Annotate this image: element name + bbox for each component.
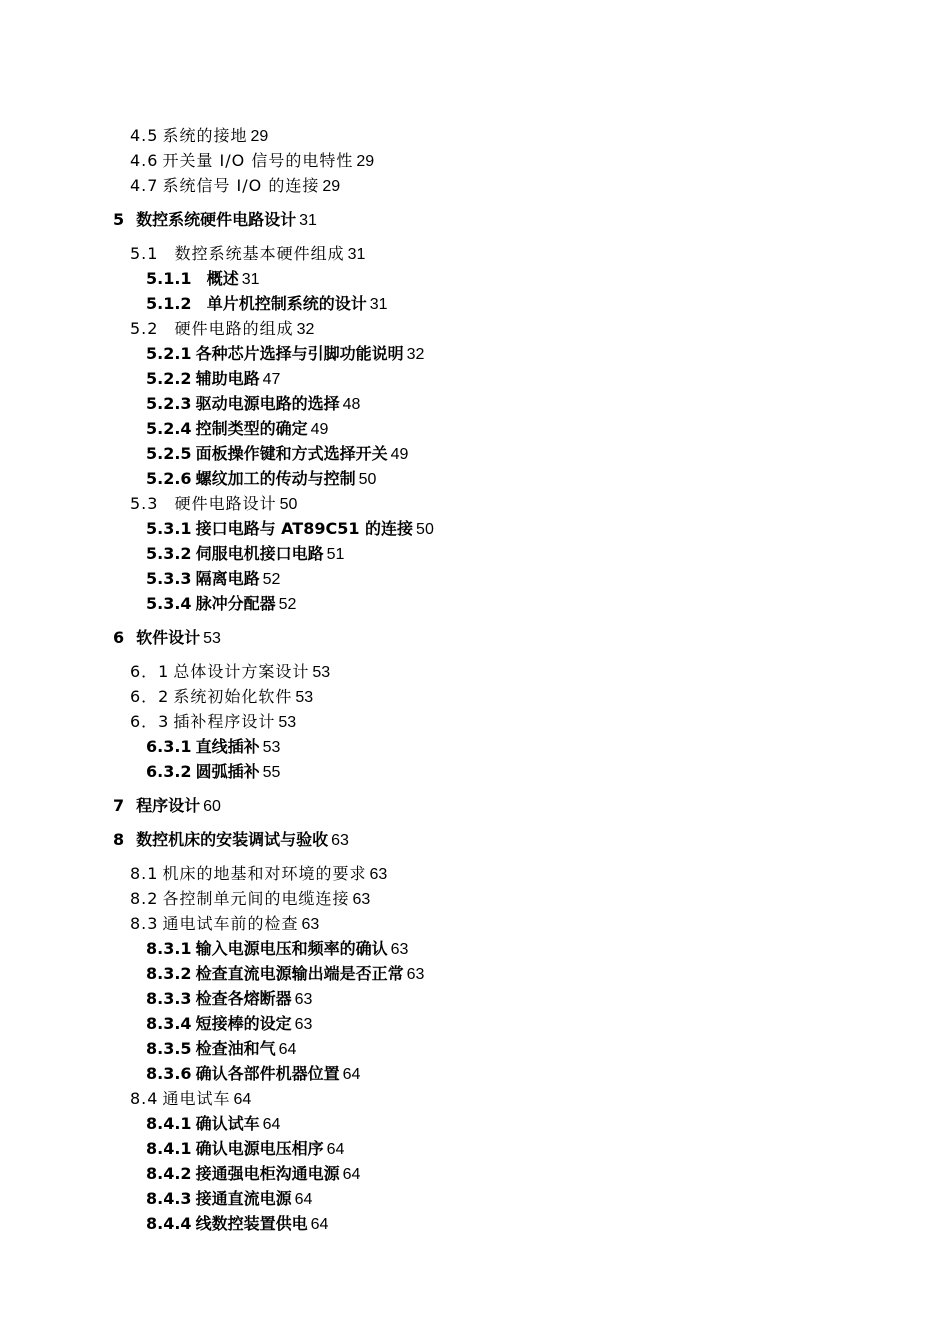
toc-entry-title: 短接棒的设定 [195,1014,292,1033]
toc-entry-number: 5.1 [130,244,159,263]
toc-entry-number: 6．1 [130,662,170,681]
toc-entry-number: 5.2.3 [146,394,192,413]
toc-entry-number: 5.3.2 [146,544,192,563]
toc-entry-title: 开关量 I/O 信号的电特性 [162,151,354,170]
toc-entry-number: 7 [113,796,125,815]
toc-entry-page-number: 60 [203,798,221,815]
toc-entry[interactable] [0,1012,950,1037]
toc-entry-number: 8 [113,830,125,849]
toc-entry[interactable] [0,149,950,174]
toc-entry[interactable] [0,467,950,492]
toc-entry-number: 4.7 [130,176,159,195]
toc-entry-page-number: 63 [294,1016,313,1033]
toc-entry-title: 伺服电机接口电路 [195,544,324,563]
toc-entry-number: 5.2.4 [146,419,192,438]
toc-entry-title: 确认电源电压相序 [195,1139,324,1158]
toc-entry-title: 接通直流电源 [195,1189,292,1208]
toc-entry-title: 数控系统基本硬件组成 [162,244,345,263]
toc-entry-page-number: 53 [295,689,314,706]
toc-entry-title: 直线插补 [195,737,260,756]
toc-entry-number: 4.6 [130,151,159,170]
toc-entry-page-number: 63 [294,991,313,1008]
toc-entry-number: 5.2.2 [146,369,192,388]
toc-entry-title: 确认试车 [195,1114,260,1133]
toc-entry[interactable] [0,492,950,517]
toc-entry[interactable] [0,1087,950,1112]
toc-entry-page-number: 31 [347,246,366,263]
toc-entry-title: 接口电路与 AT89C51 的连接 [195,519,414,538]
toc-entry-title: 数控机床的安装调试与验收 [136,830,329,849]
toc-entry[interactable] [0,1162,950,1187]
toc-entry-title: 数控系统硬件电路设计 [136,210,297,229]
toc-entry-title: 软件设计 [136,628,201,647]
toc-entry-title: 检查各熔断器 [195,989,292,1008]
toc-entry-number: 5.1.2 [146,294,192,313]
toc-entry-page-number: 64 [326,1141,345,1158]
toc-entry-number: 5.2.6 [146,469,192,488]
toc-entry-number: 6.3.1 [146,737,192,756]
toc-entry-page-number: 31 [299,212,317,229]
toc-entry[interactable] [0,626,950,651]
toc-entry-number: 6.3.2 [146,762,192,781]
toc-entry-page-number: 49 [310,421,329,438]
toc-entry-title: 机床的地基和对环境的要求 [162,864,367,883]
toc-entry-number: 6．3 [130,712,170,731]
toc-entry-title: 检查直流电源输出端是否正常 [195,964,404,983]
toc-entry-page-number: 49 [390,446,409,463]
toc-entry-title: 螺纹加工的传动与控制 [195,469,356,488]
toc-entry[interactable] [0,242,950,267]
toc-entry-title: 系统信号 I/O 的连接 [162,176,320,195]
toc-entry-page-number: 53 [312,664,331,681]
toc-entry[interactable] [0,1037,950,1062]
toc-entry[interactable] [0,887,950,912]
toc-entry[interactable] [0,442,950,467]
toc-entry-number: 8.4.1 [146,1139,192,1158]
toc-entry[interactable] [0,208,950,233]
toc-entry[interactable] [0,517,950,542]
toc-entry-title: 概述 [195,269,239,288]
toc-entry-page-number: 52 [278,596,297,613]
toc-entry-title: 程序设计 [136,796,201,815]
toc-entry-title: 脉冲分配器 [195,594,276,613]
toc-entry[interactable] [0,367,950,392]
toc-entry[interactable] [0,660,950,685]
toc-entry[interactable] [0,735,950,760]
toc-entry-title: 通电试车前的检查 [162,914,299,933]
toc-entry-title: 驱动电源电路的选择 [195,394,340,413]
toc-entry[interactable] [0,987,950,1012]
toc-entry-title: 线数控装置供电 [195,1214,308,1233]
toc-entry-number: 8.2 [130,889,159,908]
toc-entry[interactable] [0,828,950,853]
toc-entry-page-number: 63 [369,866,388,883]
toc-entry[interactable] [0,267,950,292]
toc-entry-page-number: 31 [241,271,260,288]
toc-entry[interactable] [0,1112,950,1137]
toc-entry[interactable] [0,1062,950,1087]
toc-entry-page-number: 48 [342,396,361,413]
toc-entry-title: 圆弧插补 [195,762,260,781]
toc-entry-page-number: 63 [301,916,320,933]
toc-entry-number: 8.4 [130,1089,159,1108]
toc-entry[interactable] [0,317,950,342]
toc-entry-page-number: 64 [342,1166,361,1183]
toc-entry-title: 输入电源电压和频率的确认 [195,939,388,958]
toc-entry-title: 总体设计方案设计 [173,662,310,681]
toc-entry-page-number: 50 [416,521,434,538]
toc-entry-number: 8.4.3 [146,1189,192,1208]
toc-entry[interactable] [0,760,950,785]
toc-entry-page-number: 64 [294,1191,313,1208]
toc-entry-number: 5 [113,210,125,229]
toc-entry-number: 6．2 [130,687,170,706]
toc-entry-title: 隔离电路 [195,569,260,588]
toc-entry[interactable] [0,1137,950,1162]
toc-entry-title: 单片机控制系统的设计 [195,294,367,313]
toc-entry-number: 8.3.3 [146,989,192,1008]
toc-entry-title: 确认各部件机器位置 [195,1064,340,1083]
toc-entry-page-number: 50 [279,496,298,513]
toc-entry-page-number: 53 [278,714,297,731]
toc-entry[interactable] [0,292,950,317]
toc-entry-number: 5.2.1 [146,344,192,363]
toc-entry[interactable] [0,542,950,567]
toc-entry-page-number: 64 [233,1091,252,1108]
toc-entry-number: 8.4.1 [146,1114,192,1133]
toc-entry-page-number: 32 [406,346,425,363]
toc-entry-page-number: 51 [326,546,345,563]
table-of-contents [0,124,950,1237]
toc-entry-page-number: 29 [322,178,341,195]
toc-entry-number: 8.4.2 [146,1164,192,1183]
toc-entry-page-number: 31 [369,296,388,313]
toc-entry[interactable] [0,685,950,710]
toc-entry-number: 5.2.5 [146,444,192,463]
toc-entry[interactable] [0,962,950,987]
toc-entry-number: 8.1 [130,864,159,883]
toc-entry-page-number: 29 [356,153,375,170]
toc-entry-title: 面板操作键和方式选择开关 [195,444,388,463]
toc-entry-title: 接通强电柜沟通电源 [195,1164,340,1183]
toc-entry-title: 各种芯片选择与引脚功能说明 [195,344,404,363]
toc-entry[interactable] [0,794,950,819]
toc-entry-page-number: 63 [390,941,409,958]
toc-entry[interactable] [0,417,950,442]
toc-entry-page-number: 64 [342,1066,361,1083]
toc-entry-number: 8.3 [130,914,159,933]
toc-entry[interactable] [0,392,950,417]
toc-entry-title: 硬件电路的组成 [162,319,294,338]
toc-entry[interactable] [0,862,950,887]
toc-entry-number: 5.3.4 [146,594,192,613]
toc-entry-number: 8.3.5 [146,1039,192,1058]
toc-entry-page-number: 53 [262,739,281,756]
toc-entry-title: 辅助电路 [195,369,260,388]
toc-entry[interactable] [0,912,950,937]
toc-entry-number: 8.3.2 [146,964,192,983]
toc-entry-page-number: 63 [331,832,349,849]
toc-entry[interactable] [0,1187,950,1212]
toc-entry[interactable] [0,592,950,617]
toc-entry-number: 8.3.1 [146,939,192,958]
toc-entry-title: 插补程序设计 [173,712,276,731]
toc-entry-title: 硬件电路设计 [162,494,277,513]
toc-entry-number: 5.1.1 [146,269,192,288]
toc-entry-page-number: 63 [406,966,425,983]
toc-entry-page-number: 64 [310,1216,329,1233]
toc-entry-page-number: 50 [358,471,377,488]
toc-entry-title: 通电试车 [162,1089,231,1108]
toc-entry-page-number: 47 [262,371,281,388]
toc-entry-number: 5.3.3 [146,569,192,588]
toc-entry-page-number: 52 [262,571,281,588]
toc-entry-number: 8.3.6 [146,1064,192,1083]
toc-entry[interactable] [0,124,950,149]
toc-entry-page-number: 63 [352,891,371,908]
toc-entry-page-number: 32 [296,321,315,338]
toc-entry-number: 6 [113,628,125,647]
toc-entry[interactable] [0,1212,950,1237]
toc-entry-title: 系统初始化软件 [173,687,293,706]
toc-entry-number: 5.3.1 [146,519,192,538]
toc-entry-title: 系统的接地 [162,126,248,145]
toc-entry-page-number: 64 [278,1041,297,1058]
toc-entry-number: 5.3 [130,494,159,513]
toc-entry[interactable] [0,567,950,592]
toc-entry[interactable] [0,710,950,735]
toc-entry-page-number: 29 [250,128,269,145]
toc-entry-title: 控制类型的确定 [195,419,308,438]
toc-entry[interactable] [0,174,950,199]
toc-entry[interactable] [0,937,950,962]
toc-entry[interactable] [0,342,950,367]
toc-entry-number: 5.2 [130,319,159,338]
toc-entry-title: 各控制单元间的电缆连接 [162,889,350,908]
toc-entry-number: 8.4.4 [146,1214,192,1233]
toc-entry-page-number: 55 [262,764,281,781]
toc-entry-number: 4.5 [130,126,159,145]
toc-entry-page-number: 64 [262,1116,281,1133]
toc-entry-number: 8.3.4 [146,1014,192,1033]
toc-entry-title: 检查油和气 [195,1039,276,1058]
toc-entry-page-number: 53 [203,630,221,647]
